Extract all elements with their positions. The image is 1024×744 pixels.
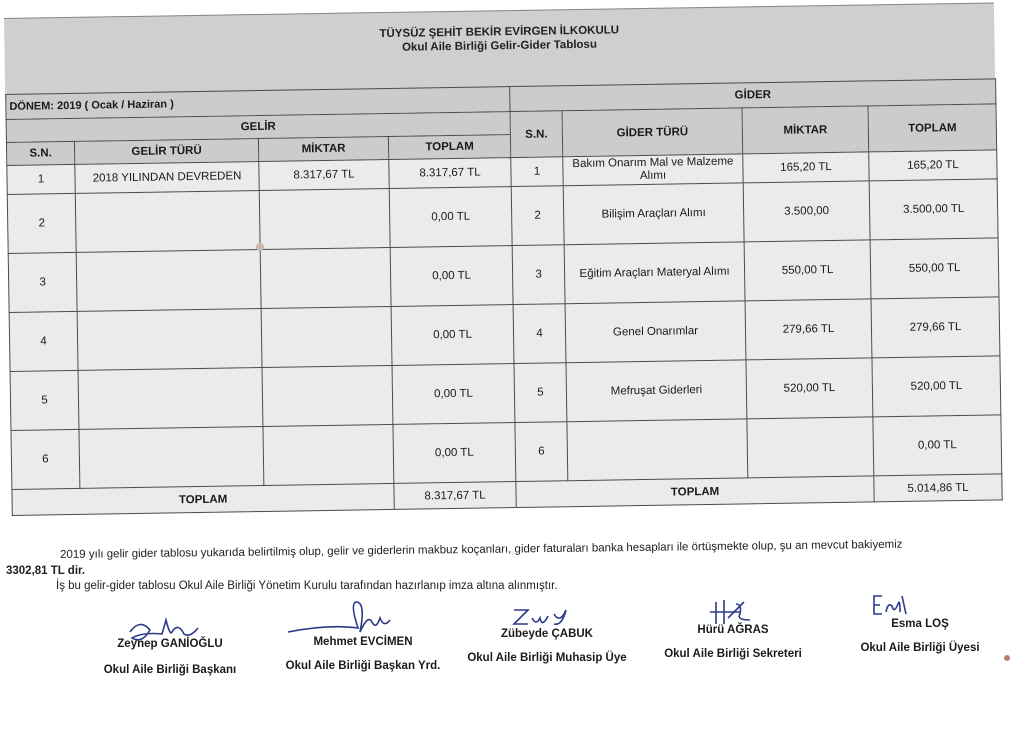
income-type xyxy=(75,191,260,253)
income-sn: 1 xyxy=(7,164,75,194)
income-col-type: GELİR TÜRÜ xyxy=(74,139,258,165)
signature-block-member xyxy=(850,592,990,654)
handwritten-signature xyxy=(462,600,632,640)
income-sn: 4 xyxy=(9,311,78,371)
expense-total: 550,00 TL xyxy=(870,238,999,299)
expense-col-sn: S.N. xyxy=(510,111,563,158)
income-section-header: GELİR xyxy=(6,112,510,143)
income-type xyxy=(77,308,262,370)
table-title-text: Okul Aile Birliği Gelir-Gider Tablosu xyxy=(401,38,598,54)
expense-section-header: GİDER xyxy=(510,79,996,112)
ledger-sheet xyxy=(4,2,1012,563)
income-amount xyxy=(262,365,393,426)
expense-total: 279,66 TL xyxy=(871,297,1000,358)
scan-speck xyxy=(1004,655,1010,661)
expense-total-label: TOPLAM xyxy=(516,476,874,508)
income-type xyxy=(78,367,263,429)
expense-type: Bilişim Araçları Alımı xyxy=(563,183,744,245)
signatory-role: Okul Aile Birliği Muhasip Üye xyxy=(467,652,627,664)
period-text: DÖNEM: 2019 ( Ocak / Haziran ) xyxy=(9,98,174,113)
income-total: 8.317,67 TL xyxy=(389,158,511,189)
expense-amount: 520,00 TL xyxy=(746,358,873,419)
handwritten-signature xyxy=(278,600,448,650)
signature-block-secretary xyxy=(658,598,808,660)
income-total: 0,00 TL xyxy=(393,423,516,484)
expense-sn: 4 xyxy=(513,304,566,364)
income-sn: 6 xyxy=(11,429,80,489)
expense-type: Bakım Onarım Mal ve Malzeme Alımı xyxy=(563,154,743,186)
income-col-sn: S.N. xyxy=(6,141,74,165)
expense-sn: 3 xyxy=(512,245,565,305)
expense-type: Mefruşat Giderleri xyxy=(566,360,747,422)
expense-sn: 1 xyxy=(511,157,563,187)
expense-amount: 279,66 TL xyxy=(745,299,872,360)
signatory-role: Okul Aile Birliği Başkanı xyxy=(103,664,237,676)
expense-type: Genel Onarımlar xyxy=(565,301,746,363)
expense-amount: 165,20 TL xyxy=(743,152,869,183)
income-sn: 3 xyxy=(8,252,77,312)
income-amount: 8.317,67 TL xyxy=(259,159,389,190)
expense-amount: 550,00 TL xyxy=(744,240,871,301)
income-col-total: TOPLAM xyxy=(388,135,510,160)
income-type xyxy=(76,250,261,312)
income-total: 0,00 TL xyxy=(392,364,515,425)
income-amount xyxy=(263,424,394,485)
signatory-role: Okul Aile Birliği Üyesi xyxy=(860,642,980,654)
signatory-name: Zeynep GANİOĞLU xyxy=(117,638,223,650)
income-sn: 5 xyxy=(10,370,79,430)
signature-block-vice-president xyxy=(278,600,448,672)
expense-sn: 6 xyxy=(515,422,568,482)
signatory-name: Esma LOŞ xyxy=(891,618,949,630)
handwritten-signature xyxy=(850,592,990,622)
signatory-name: Mehmet EVCİMEN xyxy=(313,636,413,648)
income-total: 0,00 TL xyxy=(389,187,512,248)
school-name: TÜYSÜZ ŞEHİT BEKİR EVİRGEN İLKOKULU xyxy=(379,24,620,41)
expense-type xyxy=(567,419,748,481)
income-amount xyxy=(259,188,390,249)
handwritten-signature xyxy=(100,610,240,650)
expense-total: 520,00 TL xyxy=(872,356,1001,417)
balance-note: 2019 yılı gelir gider tablosu yukarıda belirtilmiş olup, gelir ve giderlerin makbuz koçanları, gider faturaları banka hesapları ile örtüşmekte olup, şu an mevcut bakiyemiz xyxy=(60,538,903,561)
income-amount xyxy=(260,247,391,308)
handwritten-signature xyxy=(658,598,808,638)
income-total: 0,00 TL xyxy=(391,305,514,366)
expense-type: Eğitim Araçları Materyal Alımı xyxy=(564,242,745,304)
expense-sn: 2 xyxy=(511,186,564,246)
income-type: 2018 YILINDAN DEVREDEN xyxy=(75,162,259,194)
expense-col-total: TOPLAM xyxy=(868,104,997,152)
expense-total: 0,00 TL xyxy=(873,415,1002,476)
expense-grand-total: 5.014,86 TL xyxy=(874,474,1002,502)
income-amount xyxy=(261,306,392,367)
expense-total: 3.500,00 TL xyxy=(869,179,998,240)
signatory-name: Hürü AĞRAS xyxy=(697,624,769,636)
income-sn: 2 xyxy=(7,193,76,253)
expense-amount: 3.500,00 xyxy=(743,181,870,242)
expense-col-type: GİDER TÜRÜ xyxy=(562,108,743,157)
signature-block-president xyxy=(100,610,240,676)
expense-total: 165,20 TL xyxy=(869,150,997,181)
income-total-label: TOPLAM xyxy=(12,483,394,515)
signatory-name: Zübeyde ÇABUK xyxy=(500,628,593,640)
income-type xyxy=(79,426,264,488)
income-grand-total: 8.317,67 TL xyxy=(394,482,516,510)
expense-col-amount: MİKTAR xyxy=(742,106,869,154)
signature-block-treasurer xyxy=(462,600,632,664)
balance-amount: 3302,81 TL dir. xyxy=(6,565,86,577)
signatory-role: Okul Aile Birliği Başkan Yrd. xyxy=(285,660,441,672)
approval-note: İş bu gelir-gider tablosu Okul Aile Birliği Yönetim Kurulu tarafından hazırlanıp imza altına alınmıştır. xyxy=(56,580,558,592)
signatory-role: Okul Aile Birliği Sekreteri xyxy=(664,648,802,660)
expense-sn: 5 xyxy=(514,363,567,423)
expense-amount xyxy=(747,417,874,478)
income-expense-table xyxy=(5,78,1003,516)
scan-speck xyxy=(256,243,264,251)
income-col-amount: MİKTAR xyxy=(258,136,388,161)
income-total: 0,00 TL xyxy=(390,246,513,307)
